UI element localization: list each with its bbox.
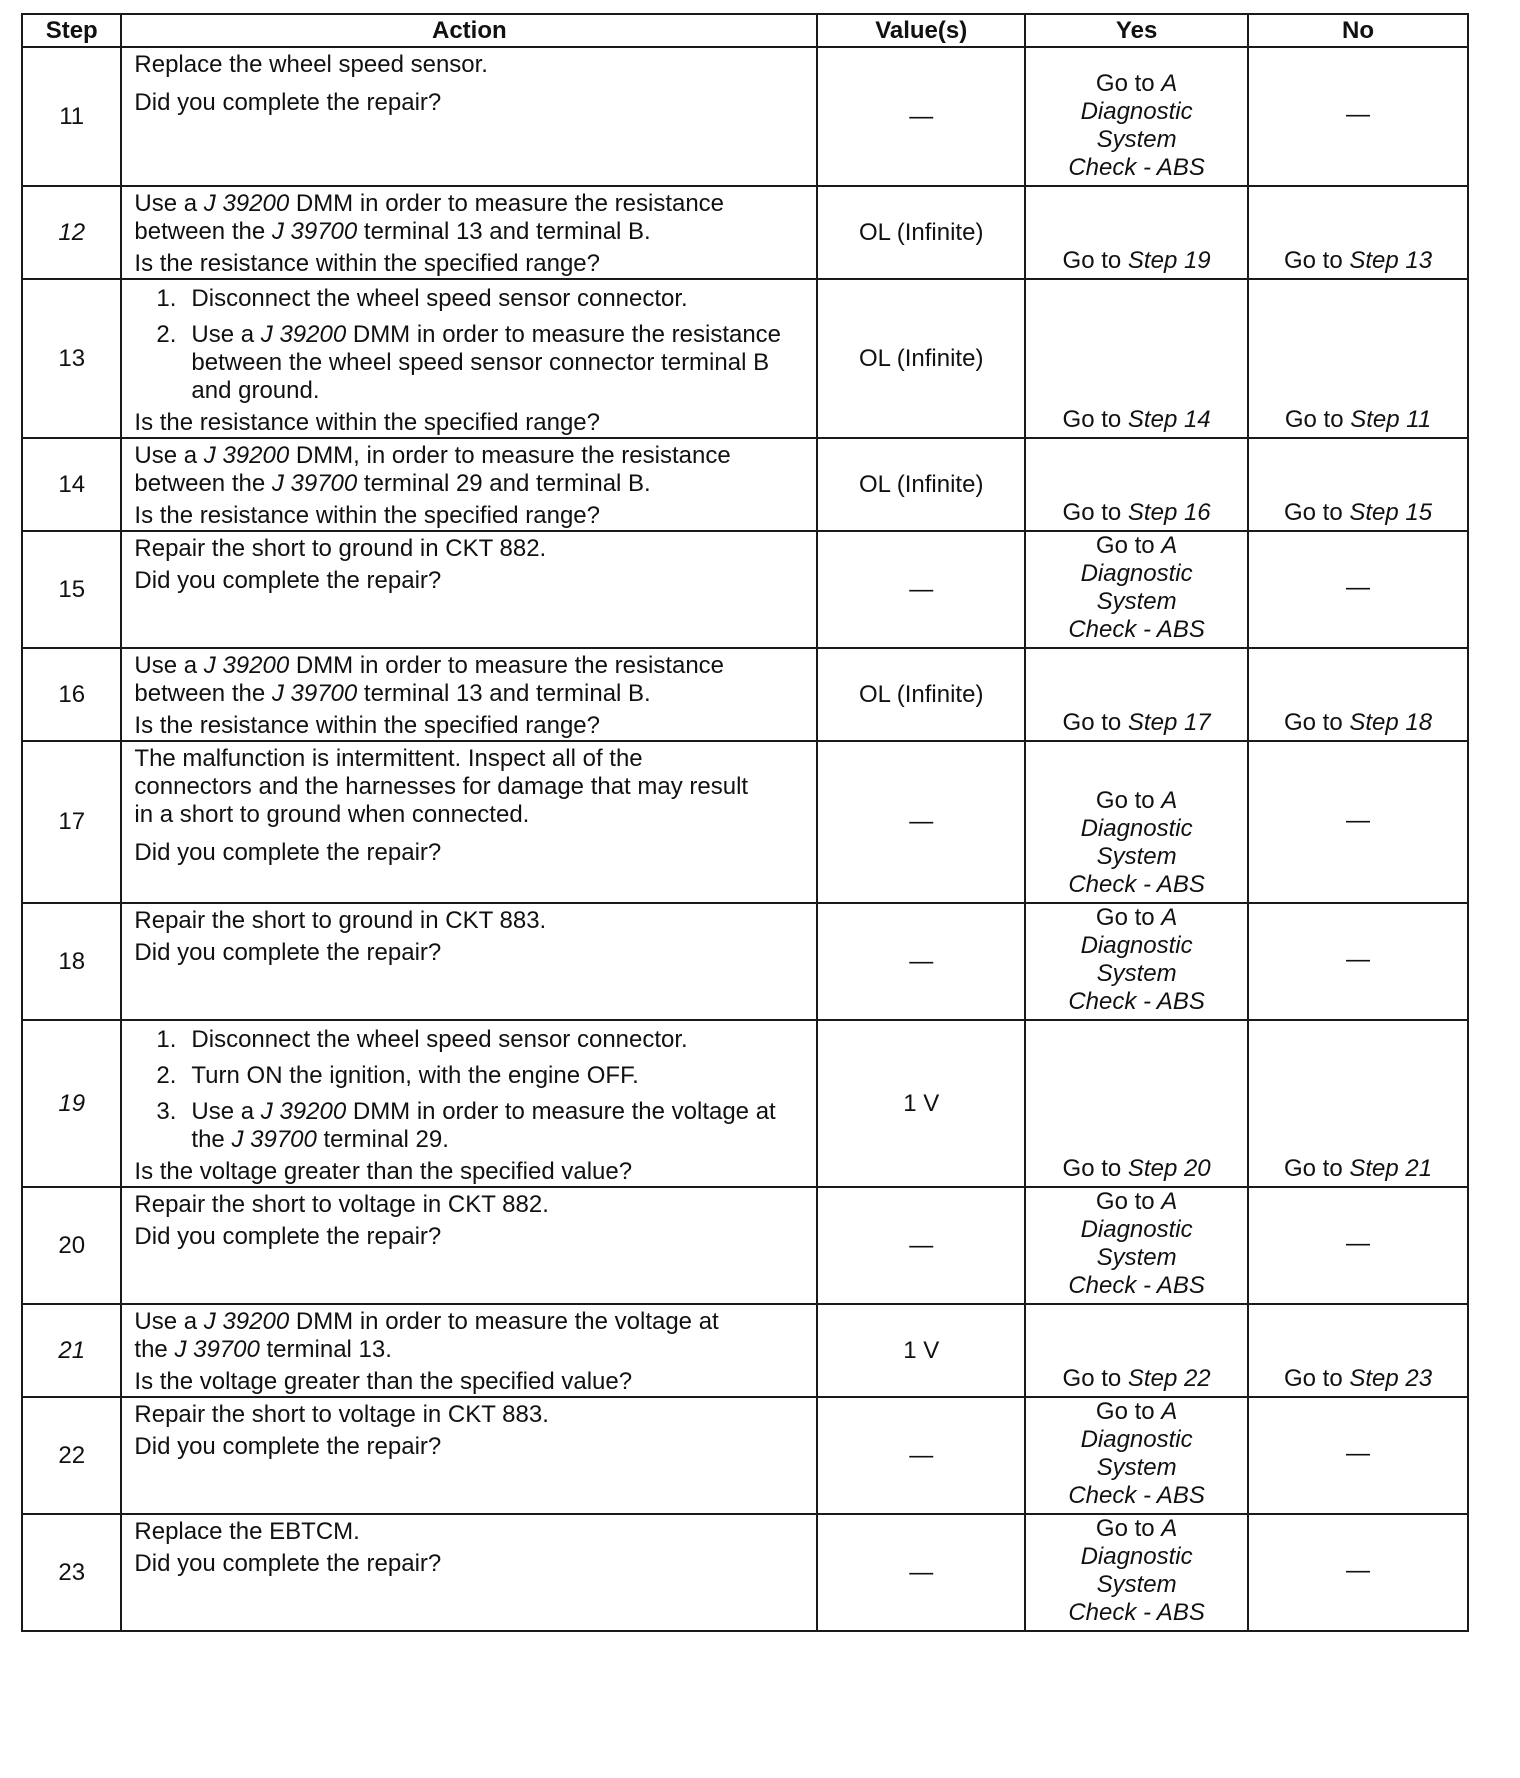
table-row xyxy=(22,47,1468,186)
yes-cell: Go to Step 20 xyxy=(1025,1020,1248,1187)
no-cell: Go to Step 15 xyxy=(1248,438,1468,531)
table-row xyxy=(22,903,1468,1020)
step-number: 21 xyxy=(22,1304,121,1397)
action-step-item: 2. Turn ON the ignition, with the engine OFF. xyxy=(156,1062,639,1089)
yes-cell: Go to A Diagnostic System Check - ABS xyxy=(1025,1187,1248,1304)
action-question: Did you complete the repair? xyxy=(134,839,442,866)
value-cell: — xyxy=(817,903,1025,1020)
action-question: Is the resistance within the specified range? xyxy=(134,502,601,529)
step-number: 14 xyxy=(22,438,121,531)
table-row xyxy=(22,531,1468,648)
no-cell: — xyxy=(1248,47,1468,186)
header-no: No xyxy=(1248,14,1468,47)
no-cell: Go to Step 18 xyxy=(1248,648,1468,741)
header-values: Value(s) xyxy=(817,14,1025,47)
action-cell: Use a J 39200 DMM in order to measure the resistance between the J 39700 terminal 13 and terminal B. Is the resistance within the specified range? xyxy=(121,186,817,279)
step-number: 18 xyxy=(22,903,121,1020)
value-cell: 1 V xyxy=(817,1020,1025,1187)
header-action: Action xyxy=(121,14,817,47)
no-cell: Go to Step 23 xyxy=(1248,1304,1468,1397)
action-text: Repair the short to voltage in CKT 882. xyxy=(134,1191,549,1218)
action-cell: Use a J 39200 DMM in order to measure the resistance between the J 39700 terminal 13 and terminal B. Is the resistance within the specified range? xyxy=(121,648,817,741)
step-number: 12 xyxy=(22,186,121,279)
step-number: 13 xyxy=(22,279,121,438)
value-cell: — xyxy=(817,1397,1025,1514)
table-row xyxy=(22,1397,1468,1514)
step-number: 17 xyxy=(22,741,121,903)
action-question: Is the voltage greater than the specified value? xyxy=(134,1158,633,1185)
header-row xyxy=(22,14,1468,47)
yes-cell: Go to Step 22 xyxy=(1025,1304,1248,1397)
yes-cell: Go to Step 17 xyxy=(1025,648,1248,741)
action-question: Did you complete the repair? xyxy=(134,1433,442,1460)
action-cell xyxy=(121,531,817,648)
no-cell: Go to Step 13 xyxy=(1248,186,1468,279)
action-steps xyxy=(134,1026,808,1154)
action-question: Did you complete the repair? xyxy=(134,89,442,116)
yes-cell: Go to Step 16 xyxy=(1025,438,1248,531)
value-cell: OL (Infinite) xyxy=(817,279,1025,438)
action-question: Is the voltage greater than the specified value? xyxy=(134,1368,633,1395)
table-row xyxy=(22,648,1468,741)
value-cell: OL (Infinite) xyxy=(817,648,1025,741)
action-text: Replace the wheel speed sensor. xyxy=(134,51,488,78)
action-cell xyxy=(121,1020,817,1187)
action-text: Replace the EBTCM. xyxy=(134,1518,360,1545)
value-cell: OL (Infinite) xyxy=(817,186,1025,279)
action-step-item: 2. Use a J 39200 DMM in order to measure the resistance between the wheel speed sensor connector terminal B and ground. xyxy=(156,321,782,404)
step-number: 11 xyxy=(22,47,121,186)
step-number: 23 xyxy=(22,1514,121,1631)
action-cell xyxy=(121,1514,817,1631)
action-text: Repair the short to ground in CKT 883. xyxy=(134,907,547,934)
action-question: Is the resistance within the specified range? xyxy=(134,250,601,277)
value-cell: — xyxy=(817,741,1025,903)
action-text: Repair the short to voltage in CKT 883. xyxy=(134,1401,549,1428)
value-cell: — xyxy=(817,531,1025,648)
diagnostic-table xyxy=(21,13,1469,1632)
yes-cell: Go to Step 14 xyxy=(1025,279,1248,438)
step-number: 16 xyxy=(22,648,121,741)
action-step-item: 1. Disconnect the wheel speed sensor connector. xyxy=(156,1026,688,1053)
yes-cell: Go to A Diagnostic System Check - ABS xyxy=(1025,47,1248,186)
table-row xyxy=(22,1020,1468,1187)
value-cell: — xyxy=(817,1187,1025,1304)
table-row xyxy=(22,1304,1468,1397)
table-row xyxy=(22,438,1468,531)
action-cell xyxy=(121,1187,817,1304)
value-cell: — xyxy=(817,1514,1025,1631)
value-cell: — xyxy=(817,47,1025,186)
header-step: Step xyxy=(22,14,121,47)
no-cell: — xyxy=(1248,741,1468,903)
action-question: Is the resistance within the specified range? xyxy=(134,712,601,739)
no-cell: — xyxy=(1248,1514,1468,1631)
action-cell xyxy=(121,1397,817,1514)
yes-cell: Go to A Diagnostic System Check - ABS xyxy=(1025,1514,1248,1631)
no-cell: — xyxy=(1248,1397,1468,1514)
action-cell: Use a J 39200 DMM in order to measure the voltage at the J 39700 terminal 13. Is the voltage greater than the specified value? xyxy=(121,1304,817,1397)
action-question: Did you complete the repair? xyxy=(134,1223,442,1250)
action-steps xyxy=(134,285,808,405)
action-cell: The malfunction is intermittent. Inspect all of the connectors and the harnesses for damage that may result in a short to ground when connected. Did you complete the repair? xyxy=(121,741,817,903)
step-number: 15 xyxy=(22,531,121,648)
step-number: 20 xyxy=(22,1187,121,1304)
table-row xyxy=(22,186,1468,279)
table-row xyxy=(22,279,1468,438)
yes-cell: Go to Step 19 xyxy=(1025,186,1248,279)
no-cell: Go to Step 21 xyxy=(1248,1020,1468,1187)
action-cell xyxy=(121,47,817,186)
table-row xyxy=(22,1187,1468,1304)
action-step-item: 3. Use a J 39200 DMM in order to measure the voltage at the J 39700 terminal 29. xyxy=(156,1098,776,1153)
step-number: 22 xyxy=(22,1397,121,1514)
action-question: Did you complete the repair? xyxy=(134,1550,442,1577)
yes-cell: Go to A Diagnostic System Check - ABS xyxy=(1025,1397,1248,1514)
header-yes: Yes xyxy=(1025,14,1248,47)
action-step-item: 1. Disconnect the wheel speed sensor connector. xyxy=(156,285,688,312)
action-question: Did you complete the repair? xyxy=(134,939,442,966)
step-number: 19 xyxy=(22,1020,121,1187)
action-question: Is the resistance within the specified range? xyxy=(134,409,601,436)
no-cell: — xyxy=(1248,1187,1468,1304)
action-cell xyxy=(121,903,817,1020)
no-cell: — xyxy=(1248,531,1468,648)
yes-cell: Go to A Diagnostic System Check - ABS xyxy=(1025,531,1248,648)
action-cell xyxy=(121,279,817,438)
action-text: Repair the short to ground in CKT 882. xyxy=(134,535,547,562)
action-cell: Use a J 39200 DMM, in order to measure the resistance between the J 39700 terminal 29 and terminal B. Is the resistance within the specified range? xyxy=(121,438,817,531)
yes-cell: Go to A Diagnostic System Check - ABS xyxy=(1025,741,1248,903)
no-cell: — xyxy=(1248,903,1468,1020)
table-row xyxy=(22,1514,1468,1631)
value-cell: 1 V xyxy=(817,1304,1025,1397)
action-question: Did you complete the repair? xyxy=(134,567,442,594)
no-cell: Go to Step 11 xyxy=(1248,279,1468,438)
table-row xyxy=(22,741,1468,903)
value-cell: OL (Infinite) xyxy=(817,438,1025,531)
yes-cell: Go to A Diagnostic System Check - ABS xyxy=(1025,903,1248,1020)
